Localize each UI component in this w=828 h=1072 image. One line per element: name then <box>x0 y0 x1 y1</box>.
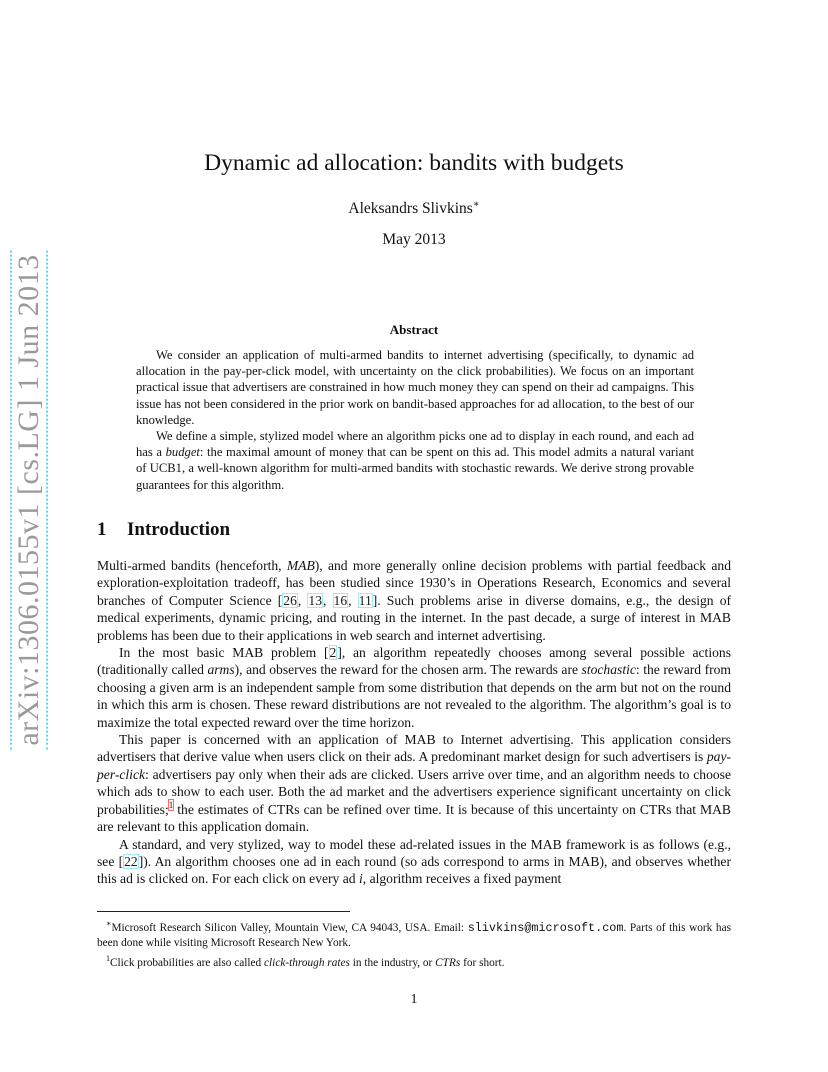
body-paragraph-4 <box>97 836 731 888</box>
emphasis: MAB <box>286 558 315 573</box>
emphasis: stochastic <box>581 662 636 678</box>
emphasis: pay-per-click <box>97 749 731 782</box>
author-name: Aleksandrs Slivkins <box>348 200 473 218</box>
text-run: ], an algorithm repeatedly chooses among several possible actions (traditionally called <box>97 645 731 678</box>
emphasis: CTRs <box>435 956 461 969</box>
text-run: Multi-armed bandits (henceforth, <box>97 558 287 573</box>
abstract-paragraph-1: We consider an application of multi-armed bandits to internet advertising (specifically, to dynamic ad allocation in the pay-per-click model, with uncertainty on the click probabilities). We focus on an important practical issue that advertisers are constrained in how much money they can spend on their ad campaigns. This issue has not been considered in the prior work on bandit-based approaches for ad allocation, to the best of our knowledge. <box>136 348 694 427</box>
text-run: ), and more generally online decision problems with partial feedback and exploration-exploitation tradeoff, has been studied since 1930’s in Operations Research, Economics and several branches of Computer Science [ <box>97 558 731 608</box>
text-run: : advertisers pay only when their ads are clicked. Users arrive over time, and an algorithm needs to choose which ads to show to each user. Both the ad market and the advertisers experience significant uncertainty on click probabilities; <box>97 766 731 817</box>
text-run: Click probabilities are also called <box>110 956 265 969</box>
footnote-author <box>97 916 731 951</box>
footnote-mark: ∗ <box>106 919 112 928</box>
section-heading-introduction <box>97 519 230 541</box>
section-title: Introduction <box>127 519 231 540</box>
citation-link[interactable]: 22 <box>124 853 138 869</box>
page-number: 1 <box>410 992 418 1007</box>
text-run: ), and observes the reward for the chosen arm. The rewards are <box>234 662 582 678</box>
text-run: the estimates of CTRs can be refined over time. It is because of this uncertainty on CTRs that MAB are relevant to this application domain. <box>97 801 731 835</box>
citation-link[interactable]: 16 <box>333 592 348 608</box>
abstract-text: : the maximal amount of money that can be spent on this ad. This model admits a natural variant of UCB1, a well-known algorithm for multi-armed bandits with stochastic rewards. We derive strong provable guarantees for this algorithm. <box>136 445 694 492</box>
text-run: for short. <box>460 956 505 969</box>
body-paragraph-1: Multi-armed bandits (henceforth, MAB), and more generally online decision problems with partial feedback and exploration-exploitation tradeoff, has been studied since 1930’s in Operations Research, Economics and several branches of Computer Science [26, 13, 16, 11]. Such problems arise in diverse domains, e.g., the design of medical experiments, dynamic pricing, and routing in the internet. In the past decade, a surge of interest in MAB problems has been due to their applications in web search and internet advertising. <box>97 558 732 643</box>
text-run: , algorithm receives a fixed payment <box>362 871 562 887</box>
paper-date: May 2013 <box>382 231 446 248</box>
text-run: This paper is concerned with an application of MAB to Internet advertising. This application considers advertisers that derive value when users click on their ads. A predominant market design for such advertisers is <box>97 732 731 765</box>
body-paragraph-3 <box>97 731 731 835</box>
author-line <box>0 199 828 218</box>
footnote-rule <box>97 911 350 912</box>
abstract-body <box>136 347 694 493</box>
arxiv-stamp-text: arXiv:1306.0155v1 [cs.LG] 1 Jun 2013 <box>10 250 48 749</box>
math-variable: i <box>358 871 363 887</box>
text-run: Microsoft Research Silicon Valley, Mountain View, CA 94043, USA. Email: <box>111 921 468 934</box>
footnotes <box>97 916 731 971</box>
footnote-mark: 1 <box>106 953 110 963</box>
emphasis: click-through rates <box>264 956 350 969</box>
abstract-text: We define a simple, stylized model where an algorithm picks one ad to display in each round, and each ad has a <box>136 429 694 460</box>
citation-link[interactable]: 26 <box>283 592 297 608</box>
email-link[interactable]: slivkins@microsoft.com <box>467 920 624 935</box>
citation-link[interactable]: 11 <box>358 592 372 608</box>
body-text <box>97 557 731 888</box>
abstract-paragraph-2 <box>136 428 694 493</box>
text-run: ]). An algorithm chooses one ad in each round (so ads correspond to arms in MAB), and observes whether this ad is clicked on. For each click on every ad <box>97 853 731 887</box>
section-number: 1 <box>97 519 107 540</box>
text-run: . Parts of this work has been done while visiting Microsoft Research New York. <box>97 921 731 949</box>
abstract-heading: Abstract <box>389 322 439 337</box>
footnote-1 <box>97 951 731 971</box>
emphasis: arms <box>207 662 235 678</box>
text-run: In the most basic MAB problem [ <box>119 645 329 661</box>
body-paragraph-2 <box>97 644 731 731</box>
text-run: ]. Such problems arise in diverse domains, e.g., the design of medical experiments, dynamic pricing, and routing in the internet. In the past decade, a surge of interest in MAB problems has been due to their applications in web search and internet advertising. <box>97 592 732 643</box>
footnote-link[interactable]: 1 <box>168 800 174 811</box>
text-run: A standard, and very stylized, way to model these ad-related issues in the MAB framework is as follows (e.g., see [ <box>97 836 731 869</box>
text-run: in the industry, or <box>349 956 436 969</box>
author-footnote-mark[interactable]: ∗ <box>472 199 480 210</box>
arxiv-stamp <box>4 254 54 746</box>
abstract-emphasis: budget <box>165 445 200 460</box>
paper-title: Dynamic ad allocation: bandits with budgets <box>204 150 624 176</box>
citation-link[interactable]: 13 <box>308 592 322 608</box>
text-run: : the reward from choosing a given arm is an independent sample from some distribution that depends on the arm but not on the round in which this arm is chosen. These reward distributions are not revealed to the algorithm. The algorithm’s goal is to maximize the total expected reward over the time horizon. <box>97 662 731 730</box>
citation-link[interactable]: 2 <box>329 645 337 661</box>
